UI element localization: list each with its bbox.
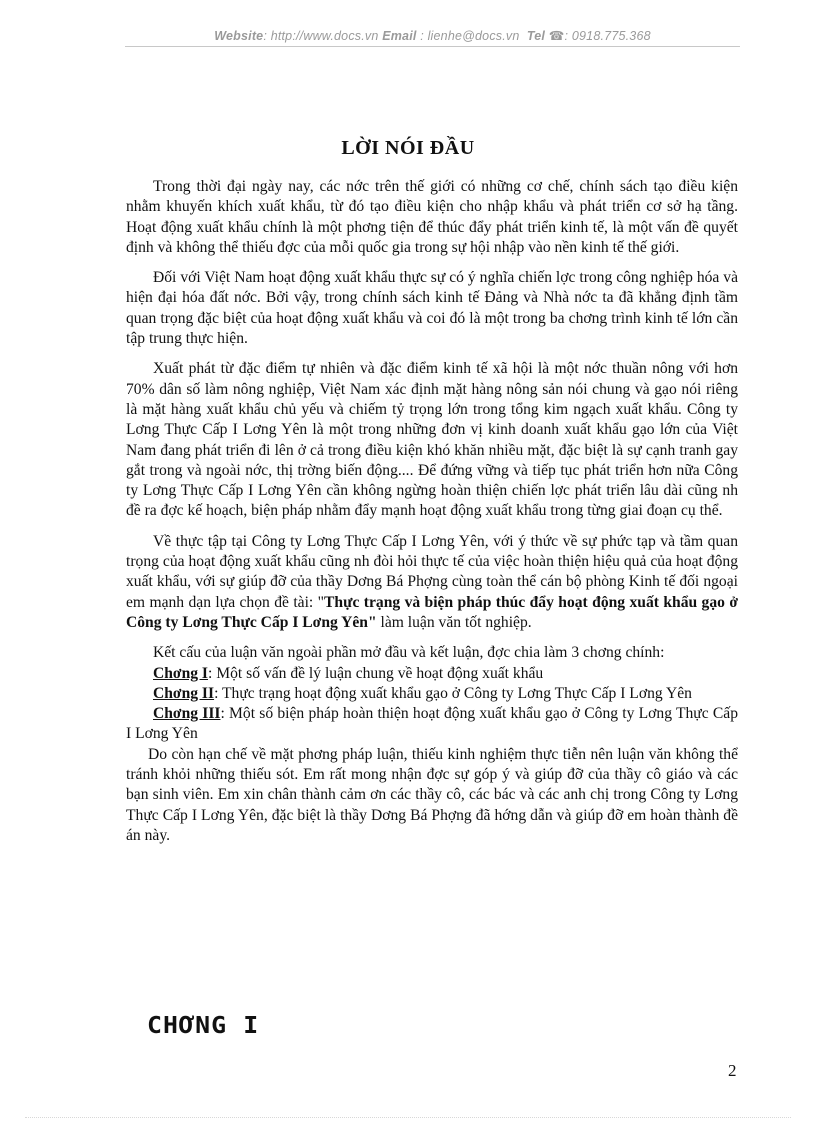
email-label: Email: [382, 29, 417, 43]
chapter-2-label: Chơng II: [153, 684, 215, 702]
page-number: 2: [728, 1061, 737, 1080]
document-body: [126, 177, 738, 846]
chapter-3-label: Chơng III: [153, 705, 221, 723]
paragraph-closing: Do còn hạn chế về mặt phơng pháp luận, thiếu kinh nghiệm thực tiễn nên luận văn không thể tránh khỏi những thiếu sót. Em rất mong nhận đợc sự góp ý và giúp đỡ của thầy cô giáo và các bạn sinh viên. Em xin chân thành cảm ơn các thầy cô, các bác và các anh chị trong Công ty Lơng Thực Cấp I Lơng Yên, đặc biệt là thầy Dơng Bá Phợng đã hớng dẫn và giúp đỡ em hoàn thành đề án này.: [126, 745, 738, 844]
chapter-3-text: : Một số biện pháp hoàn thiện hoạt động xuất khẩu gạo ở Công ty Lơng Thực Cấp I Lơng Yên: [126, 705, 738, 743]
website-link[interactable]: : http://www.docs.vn: [263, 29, 379, 43]
page-title: LỜI NÓI ĐẦU: [341, 137, 475, 159]
chapter-2-line: [126, 684, 738, 704]
thesis-topic: Thực trạng và biện pháp thúc đẩy hoạt động xuất khẩu gạo ở Công ty Lơng Thực Cấp I Lơng Yên": [126, 593, 738, 631]
chapter-1-text: : Một số vấn đề lý luận chung về hoạt động xuất khẩu: [208, 664, 544, 682]
page-bottom-border: [25, 1117, 791, 1118]
paragraph-topic: [126, 532, 738, 633]
paragraph-structure: Kết cấu của luận văn ngoài phần mở đầu và kết luận, đợc chia làm 3 chơng chính:: [153, 644, 665, 662]
paragraph-vietnam: Đối với Việt Nam hoạt động xuất khẩu thực sự có ý nghĩa chiến lợc trong công nghiệp hóa và hiện đại hóa đất nớc. Bởi vậy, trong chính sách kinh tế Đảng và Nhà nớc ta đã khẳng định tầm quan trọng đặc biệt của hoạt động xuất khẩu và coi đó là một trong ba chơng trình kinh tế lớn cần tập trung thực hiện.: [126, 269, 738, 348]
paragraph-company: Xuất phát từ đặc điểm tự nhiên và đặc điểm kinh tế xã hội là một nớc thuần nông với hơn 70% dân số làm nông nghiệp, Việt Nam xác định mặt hàng nông sản nói chung và gạo nói riêng là mặt hàng xuất khẩu chủ yếu và chiếm tỷ trọng lớn trong tổng kim ngạch xuất khẩu. Công ty Lơng Thực Cấp I Lơng Yên là một trong những đơn vị kinh doanh xuất khẩu gạo lớn của Việt Nam đang phát triển đi lên ở cả trong điều kiện khó khăn nhiều mặt, đặc biệt là sự cạnh tranh gay gắt trong và ngoài nớc, thị trờng biến động.... Để đứng vững và tiếp tục phát triển hơn nữa Công ty Lơng Thực Cấp I Lơng Yên cần không ngừng hoàn thiện chiến lợc phát triển lâu dài cũng nh đề ra đợc kế hoạch, biện pháp nhằm đẩy mạnh hoạt động xuất khẩu trong từng giai đoạn cụ thể.: [126, 360, 738, 520]
chapter-2-text: : Thực trạng hoạt động xuất khẩu gạo ở Công ty Lơng Thực Cấp I Lơng Yên: [214, 684, 692, 702]
page-header: [125, 28, 740, 43]
paragraph-intro: Trong thời đại ngày nay, các nớc trên thế giới có những cơ chế, chính sách tạo điều kiện nhằm khuyến khích xuất khẩu, từ đó tạo điều kiện cho nhập khẩu và phát triển cơ sở hạ tầng. Hoạt động xuất khẩu chính là một phơng tiện để thúc đẩy phát triển kinh tế, là một vấn đề quyết định và không thể thiếu đợc của mỗi quốc gia trong sự hội nhập vào nền kinh tế thế giới.: [126, 178, 738, 256]
chapter-heading: CHƠNG I: [147, 1013, 260, 1039]
header-divider: [125, 46, 740, 47]
email-link[interactable]: : lienhe@docs.vn: [416, 29, 520, 43]
website-label: Website: [214, 29, 264, 43]
tel-value: ☎: 0918.775.368: [548, 29, 651, 43]
topic-tail-text: làm luận văn tốt nghiệp.: [376, 613, 532, 631]
chapter-1-line: [126, 664, 738, 684]
topic-lead-text: Về thực tập tại Công ty Lơng Thực Cấp I Lơng Yên, với ý thức về sự phức tạp và tầm quan trọng của hoạt động xuất khẩu cũng nh đòi hỏi thực tế của việc hoàn thiện hiệu quả của hoạt động xuất khẩu, với sự giúp đỡ của thầy Dơng Bá Phợng cùng toàn thể cán bộ phòng Kinh tế đối ngoại em mạnh dạn lựa chọn đề tài: ": [126, 532, 738, 611]
chapter-1-label: Chơng I: [153, 664, 209, 682]
tel-label: Tel: [526, 29, 546, 43]
chapter-3-line: [126, 704, 738, 745]
